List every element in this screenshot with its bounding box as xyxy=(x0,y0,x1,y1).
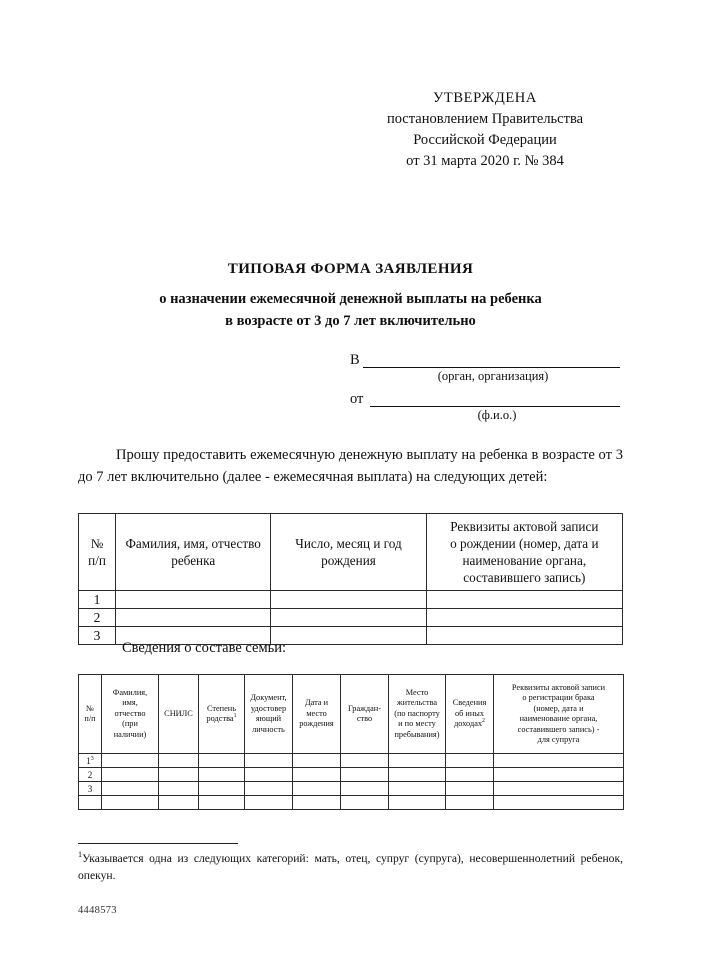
family-cell-residence[interactable] xyxy=(389,796,446,810)
family-row-number xyxy=(79,782,102,796)
table-row xyxy=(79,754,624,768)
children-table-header-row xyxy=(79,514,623,591)
family-cell-relation[interactable] xyxy=(199,768,245,782)
family-row-number xyxy=(79,796,102,810)
family-cell-birth[interactable] xyxy=(293,796,341,810)
form-subtitle-line-1: о назначении ежемесячной денежной выплаты на ребенка xyxy=(159,291,542,307)
children-row-record-cell[interactable] xyxy=(426,609,622,627)
family-cell-residence[interactable] xyxy=(389,754,446,768)
children-row-number: 1 xyxy=(79,591,116,609)
addressee-organization-field[interactable] xyxy=(363,352,620,368)
family-col-marriage-record-l6: для супруга xyxy=(537,735,580,744)
family-cell-birth[interactable] xyxy=(293,754,341,768)
family-cell-id-document[interactable] xyxy=(245,768,293,782)
family-table-header-row xyxy=(79,675,624,754)
children-col-fio-l1: Фамилия, имя, отчество xyxy=(125,536,261,551)
family-col-residence xyxy=(389,675,446,754)
page-title xyxy=(78,258,623,332)
family-cell-marriage-record[interactable] xyxy=(494,796,624,810)
footnote-text: Указывается одна из следующих категорий: мать, отец, супруг (супруга), несовершеннолетний ребенок, опекун. xyxy=(78,852,623,882)
footnote xyxy=(78,850,623,884)
family-col-snils-l1: СНИЛС xyxy=(164,708,193,718)
family-cell-birth[interactable] xyxy=(293,782,341,796)
family-table xyxy=(78,674,624,810)
addressee-from-label: от xyxy=(350,391,364,407)
family-cell-id-document[interactable] xyxy=(245,754,293,768)
family-col-snils xyxy=(159,675,199,754)
family-row-number-value: 2 xyxy=(87,769,93,780)
family-col-marriage-record-l3: (номер, дата и xyxy=(533,703,584,713)
footnote-separator xyxy=(78,843,238,844)
family-col-birth xyxy=(293,675,341,754)
family-col-fio-l5: наличии) xyxy=(113,729,147,739)
addressee-organization-caption: (орган, организация) xyxy=(437,369,549,383)
children-table xyxy=(78,513,623,645)
family-cell-fio[interactable] xyxy=(102,796,159,810)
children-row-record-cell[interactable] xyxy=(426,591,622,609)
family-col-marriage-record-l5: составившего запись) - xyxy=(517,724,600,734)
family-col-relation-l2: родства xyxy=(206,714,234,723)
addressee-to-label: В xyxy=(350,352,360,368)
family-cell-other-income[interactable] xyxy=(446,782,494,796)
family-row-number xyxy=(79,754,102,768)
addressee-applicant-row xyxy=(350,391,620,407)
family-col-id-document-l3: яющий xyxy=(255,714,282,723)
family-col-birth-l1: Дата и xyxy=(304,698,329,708)
family-col-residence-l1: Место xyxy=(405,687,429,697)
footnote-marker: 1 xyxy=(78,850,83,860)
approval-line-4: от 31 марта 2020 г. № 384 xyxy=(406,153,564,169)
family-col-residence-l4: и по месту xyxy=(398,719,436,729)
family-section-label: Сведения о составе семьи: xyxy=(122,640,287,656)
family-col-other-income-l2: об иных xyxy=(454,708,485,718)
family-col-marriage-record xyxy=(494,675,624,754)
family-col-other-income xyxy=(446,675,494,754)
table-row xyxy=(79,591,623,609)
family-col-number-l2: п/п xyxy=(84,714,96,723)
family-cell-citizenship[interactable] xyxy=(341,754,389,768)
family-col-marriage-record-l1: Реквизиты актовой записи xyxy=(511,682,606,692)
family-col-citizenship-l1: Граждан- xyxy=(348,703,381,713)
family-col-fio xyxy=(102,675,159,754)
family-col-fio-l1: Фамилия, xyxy=(112,687,148,697)
children-row-number: 3 xyxy=(79,627,116,645)
family-col-citizenship xyxy=(341,675,389,754)
children-col-record-l3: наименование органа, xyxy=(462,553,587,568)
family-cell-relation[interactable] xyxy=(199,754,245,768)
family-cell-relation[interactable] xyxy=(199,796,245,810)
family-cell-citizenship[interactable] xyxy=(341,796,389,810)
family-cell-fio[interactable] xyxy=(102,754,159,768)
family-cell-snils[interactable] xyxy=(159,796,199,810)
family-col-fio-l3: отчество xyxy=(114,708,146,718)
family-cell-other-income[interactable] xyxy=(446,796,494,810)
family-col-residence-l2: жительства xyxy=(396,698,438,708)
children-row-birth-cell[interactable] xyxy=(271,609,426,627)
family-col-marriage-record-l2: о регистрации брака xyxy=(522,693,595,702)
family-cell-residence[interactable] xyxy=(389,782,446,796)
children-row-birth-cell[interactable] xyxy=(271,627,426,645)
family-col-other-income-l1: Сведения xyxy=(452,698,487,708)
family-col-number-l1: № xyxy=(86,703,94,713)
children-row-fio-cell[interactable] xyxy=(116,591,271,609)
children-row-fio-cell[interactable] xyxy=(116,609,271,627)
addressee-block xyxy=(350,352,620,423)
children-col-record-l1: Реквизиты актовой записи xyxy=(450,519,599,534)
family-cell-marriage-record[interactable] xyxy=(494,782,624,796)
children-col-fio xyxy=(116,514,271,591)
family-col-birth-l2: место xyxy=(306,708,327,718)
family-cell-snils[interactable] xyxy=(159,782,199,796)
family-col-marriage-record-l4: наименование органа, xyxy=(519,714,598,723)
family-row-number-value: 1 xyxy=(86,755,91,766)
family-cell-id-document[interactable] xyxy=(245,782,293,796)
family-col-fio-l2: имя, xyxy=(122,698,138,708)
approval-line-1: УТВЕРЖДЕНА xyxy=(433,90,537,106)
approval-line-3: Российской Федерации xyxy=(413,132,557,148)
children-row-number: 2 xyxy=(79,609,116,627)
family-col-number xyxy=(79,675,102,754)
family-cell-id-document[interactable] xyxy=(245,796,293,810)
family-row-number xyxy=(79,768,102,782)
family-cell-other-income[interactable] xyxy=(446,754,494,768)
children-col-birthdate-l1: Число, месяц и год xyxy=(295,536,402,551)
children-col-number xyxy=(79,514,116,591)
family-cell-snils[interactable] xyxy=(159,754,199,768)
children-col-record xyxy=(426,514,622,591)
document-code: 4448573 xyxy=(78,905,117,916)
family-cell-fio[interactable] xyxy=(102,782,159,796)
approval-line-2: постановлением Правительства xyxy=(386,111,584,127)
table-row xyxy=(79,782,624,796)
family-cell-marriage-record[interactable] xyxy=(494,768,624,782)
request-paragraph: Прошу предоставить ежемесячную денежную выплату на ребенка в возрасте от 3 до 7 лет включительно (далее - ежемесячная выплата) на следующих детей: xyxy=(78,447,623,485)
family-col-citizenship-l2: ство xyxy=(356,714,373,723)
family-row-number-value: 3 xyxy=(87,783,93,794)
table-row xyxy=(79,768,624,782)
family-cell-snils[interactable] xyxy=(159,768,199,782)
family-col-residence-l3: (по паспорту xyxy=(394,708,440,718)
family-row-number-footnote-marker: 3 xyxy=(90,754,94,762)
addressee-applicant-caption: (ф.и.о.) xyxy=(477,408,517,422)
family-col-other-income-l3: доходах xyxy=(454,719,483,729)
children-col-fio-l2: ребенка xyxy=(171,553,216,568)
children-col-birthdate xyxy=(271,514,426,591)
children-row-birth-cell[interactable] xyxy=(271,591,426,609)
family-col-residence-l5: пребывания) xyxy=(394,729,440,739)
family-col-id-document-l1: Документ, xyxy=(250,693,287,702)
family-cell-fio[interactable] xyxy=(102,768,159,782)
family-col-relation-footnote-marker: 1 xyxy=(233,713,237,720)
family-col-relation xyxy=(199,675,245,754)
family-col-id-document-l2: удостовер xyxy=(250,703,287,713)
form-title: ТИПОВАЯ ФОРМА ЗАЯВЛЕНИЯ xyxy=(227,261,474,277)
table-row xyxy=(79,609,623,627)
family-cell-residence[interactable] xyxy=(389,768,446,782)
addressee-applicant-field[interactable] xyxy=(370,391,620,407)
children-col-record-l4: составившего запись) xyxy=(463,570,586,585)
children-col-number-l2: п/п xyxy=(88,553,106,568)
family-col-other-income-footnote-marker: 2 xyxy=(482,718,485,725)
family-col-id-document-l4: личность xyxy=(252,724,285,734)
family-cell-relation[interactable] xyxy=(199,782,245,796)
children-col-number-l1: № xyxy=(90,536,104,551)
family-col-birth-l3: рождения xyxy=(299,719,334,729)
children-row-record-cell[interactable] xyxy=(426,627,622,645)
approval-block xyxy=(355,88,615,172)
family-col-fio-l4: (при xyxy=(122,719,138,729)
family-col-id-document xyxy=(245,675,293,754)
family-cell-birth[interactable] xyxy=(293,768,341,782)
family-cell-citizenship[interactable] xyxy=(341,782,389,796)
children-col-birthdate-l2: рождения xyxy=(321,553,376,568)
addressee-organization-row xyxy=(350,352,620,368)
form-subtitle-line-2: в возрасте от 3 до 7 лет включительно xyxy=(225,313,476,329)
table-row xyxy=(79,796,624,810)
family-cell-citizenship[interactable] xyxy=(341,768,389,782)
family-cell-other-income[interactable] xyxy=(446,768,494,782)
children-col-record-l2: о рождении (номер, дата и xyxy=(450,536,599,551)
family-col-relation-l1: Степень xyxy=(206,703,237,713)
family-cell-marriage-record[interactable] xyxy=(494,754,624,768)
